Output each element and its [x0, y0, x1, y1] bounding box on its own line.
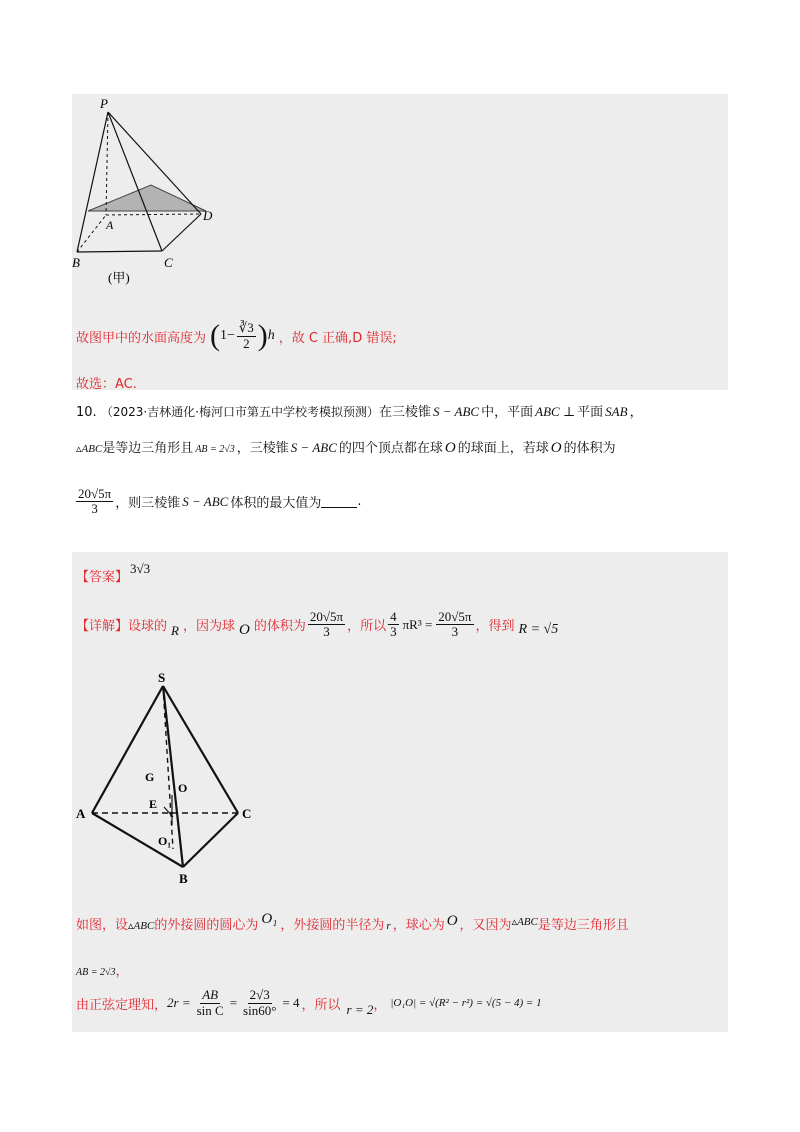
q-text-5: 是等边三角形且 — [102, 441, 194, 456]
circ-tri: ▵ABC — [128, 920, 155, 932]
circ-O: O — [446, 913, 458, 929]
detail-volume-fraction-2 — [436, 610, 473, 640]
q-text-1: 在三棱锥 — [379, 405, 432, 420]
q-sphere-O-2: O — [550, 440, 562, 456]
circ-text-1: 如图，设 — [76, 918, 129, 933]
circ-O1: O₁ — [261, 911, 278, 927]
circ-text-2: 的外接圆的圆心为 — [154, 918, 259, 933]
q-volume-num: 20√5π — [78, 486, 112, 501]
detail-volume-den-2: 3 — [451, 624, 459, 640]
detail-R: R — [171, 622, 179, 638]
detail-label: 【详解】 — [76, 619, 129, 635]
q-sabc: S − ABC — [433, 404, 480, 419]
q-text-3: 平面 — [577, 405, 604, 420]
pyramid-figure-jia — [72, 94, 272, 294]
detail-volume-fraction — [308, 610, 345, 640]
water-text-a: 故图甲中的水面高度为 — [76, 330, 207, 346]
answer-value: 3√3 — [130, 561, 151, 576]
detail-text-2: ，因为球 — [182, 619, 235, 635]
label-D: D — [203, 208, 213, 223]
detail-text-4: ，所以 — [347, 619, 387, 635]
q-text-7: 的四个顶点都在球 — [338, 441, 443, 456]
label-B: B — [179, 871, 188, 886]
label-O1: O₁ — [158, 834, 171, 848]
q-sabc-3: S − ABC — [182, 493, 229, 509]
detail-text-1: 设球的 — [128, 619, 168, 635]
q-text-10: ，则三棱锥 — [115, 496, 181, 512]
question-10-line3 — [74, 487, 361, 517]
detail-text-3: 的体积为 — [253, 619, 306, 635]
label-G: G — [145, 770, 155, 784]
q-abc: ABC ⊥ — [535, 404, 576, 419]
question-source: （2023·吉林通化·梅河口市第五中学校考模拟预测） — [100, 405, 379, 419]
q-text-9: 的体积为 — [563, 441, 616, 456]
label-P: P — [100, 96, 108, 111]
label-E: E — [149, 797, 158, 811]
figure-caption: (甲) — [108, 270, 130, 285]
water-expression: (1− $\frac{∛3}{2}$ )h — [210, 319, 275, 352]
question-number: 10. — [76, 405, 97, 420]
detail-volume-den: 3 — [323, 624, 330, 640]
label-B: B — [72, 255, 80, 270]
label-O: O — [178, 781, 188, 795]
circ-text-5: ，又因为 — [459, 918, 512, 933]
q-sab: SAB — [605, 404, 628, 419]
q-tri-abc: ▵ABC — [76, 443, 103, 455]
circ-ab-eq: AB = 2√3 — [76, 967, 116, 978]
sine-frac-2 — [241, 988, 278, 1018]
detail-text-5: ，得到 — [475, 619, 515, 635]
sine-sin60: sin60° — [243, 1002, 277, 1018]
label-S: S — [158, 670, 166, 685]
solution-block — [72, 552, 728, 1032]
sine-2root3: 2√3 — [249, 987, 270, 1003]
label-A: A — [76, 806, 86, 821]
detail-four-thirds — [388, 610, 399, 640]
sine-eq1: = — [229, 995, 238, 1010]
detail-four: 4 — [390, 609, 397, 624]
q-sphere-O: O — [444, 440, 456, 456]
choice-line: 故选：AC. — [76, 377, 137, 392]
label-C: C — [164, 255, 173, 270]
sine-o1o: |O₁O| = √(R² − r²) = √(5 − 4) = 1 — [390, 997, 542, 1009]
circ-text-7: ， — [115, 964, 129, 979]
answer-line — [76, 561, 151, 585]
tetrahedron-figure — [72, 667, 272, 887]
question-10-line2 — [76, 437, 616, 457]
circ-text-3: ，外接圆的半径为 — [280, 918, 385, 933]
sine-sinc: sin C — [196, 1002, 224, 1018]
water-height-line — [76, 312, 397, 360]
detail-O: O — [239, 622, 250, 639]
detail-three: 3 — [390, 624, 397, 640]
q-text-2: 中，平面 — [481, 405, 534, 420]
previous-solution-block — [72, 94, 728, 390]
q-text-6: ，三棱锥 — [236, 441, 289, 456]
sine-2r: 2r = — [167, 995, 191, 1010]
sine-text-2: ，所以 — [301, 997, 341, 1013]
label-C: C — [242, 806, 252, 821]
detail-volume-num-2: 20√5π — [438, 609, 472, 624]
q-text-8: 的球面上，若球 — [457, 441, 549, 456]
label-A: A — [106, 218, 114, 232]
q-text-11: 体积的最大值为 — [230, 496, 322, 512]
ab-line — [76, 960, 128, 979]
circumcircle-line — [76, 911, 629, 934]
circ-text-6: 是等边三角形且 — [537, 918, 629, 933]
circ-tri-2: ▵ABC — [511, 916, 538, 928]
sine-law-line — [76, 988, 542, 1018]
sine-frac-1 — [195, 988, 226, 1018]
detail-line — [76, 610, 558, 640]
answer-blank — [321, 496, 357, 508]
circ-text-4: ，球心为 — [392, 918, 445, 933]
sine-text-1: 由正弦定理知， — [76, 997, 168, 1013]
water-text-b: ，故 C 正确,D 错误; — [278, 330, 397, 346]
q-volume-den: 3 — [91, 501, 98, 517]
q-text-4: ， — [629, 405, 643, 420]
q-text-12: . — [357, 494, 362, 510]
q-volume-fraction — [76, 487, 113, 517]
sine-eq2: = 4 — [282, 995, 300, 1010]
question-10-line1 — [76, 401, 643, 420]
sine-ab: AB — [202, 987, 219, 1003]
circ-r: r — [386, 920, 391, 932]
detail-pir3: πR³ = — [402, 616, 433, 632]
q-ab-eq: AB = 2√3 — [195, 444, 235, 455]
sine-r-eq: r = 2 — [346, 1002, 374, 1017]
q-sabc-2: S − ABC — [290, 440, 337, 455]
answer-label: 【答案】 — [76, 570, 129, 585]
detail-R-eq: R = √5 — [518, 621, 559, 637]
detail-volume-num: 20√5π — [309, 609, 344, 624]
sine-text-3: ， — [373, 997, 387, 1013]
